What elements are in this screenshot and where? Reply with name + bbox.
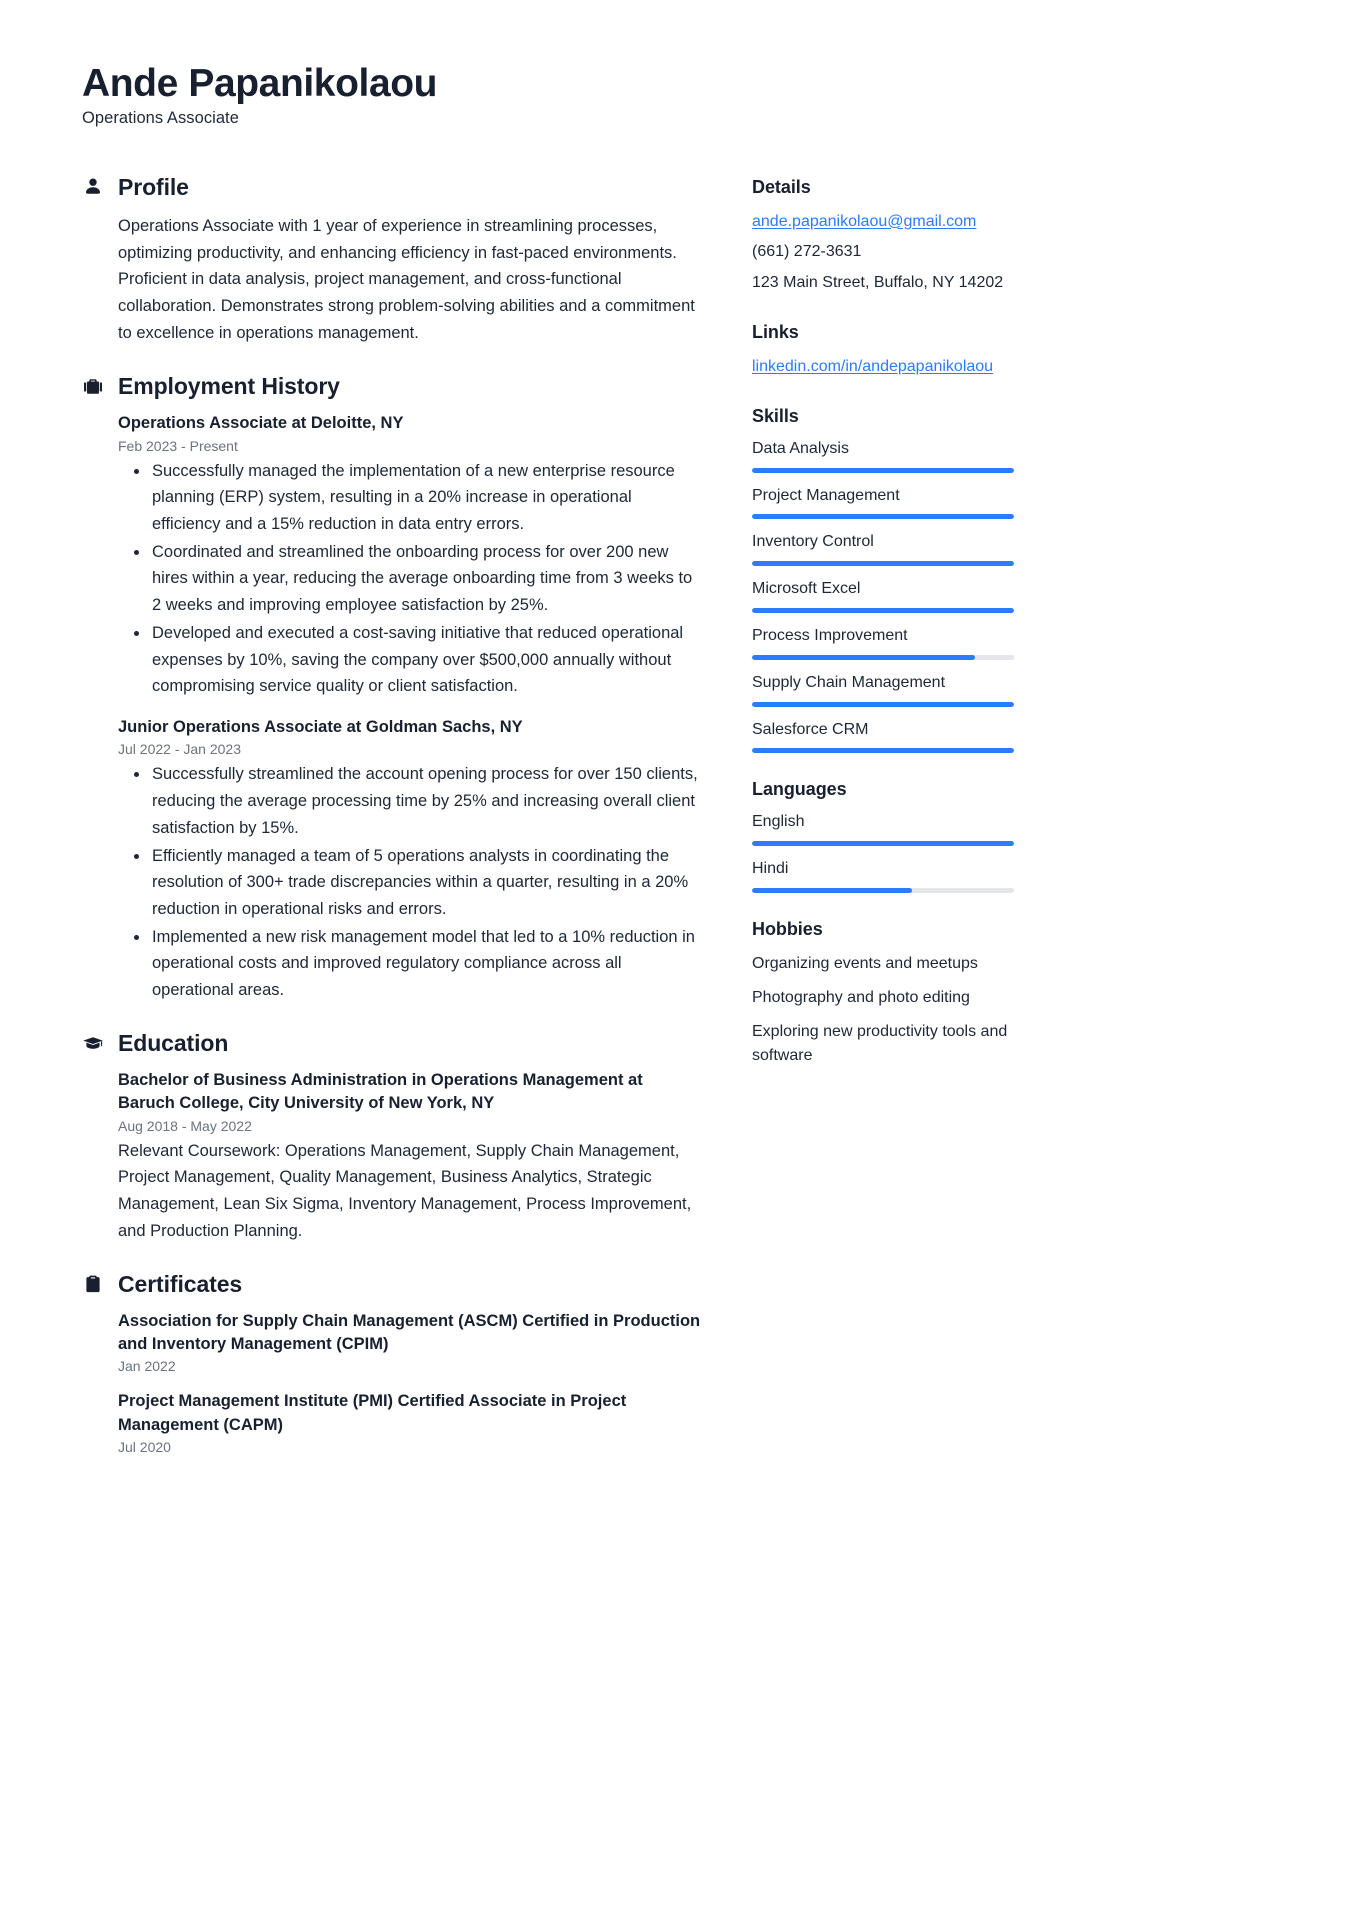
hobby-item: Exploring new productivity tools and software bbox=[752, 1023, 1008, 1065]
sidebar-block-skills bbox=[752, 406, 1044, 754]
employment-entry-title: Junior Operations Associate at Goldman Sachs, NY bbox=[118, 718, 523, 737]
section-profile-header bbox=[82, 174, 702, 201]
sidebar-title-hobbies: Hobbies bbox=[752, 919, 823, 940]
resume-header bbox=[82, 62, 1284, 128]
section-title-employment: Employment History bbox=[118, 373, 340, 400]
employment-entry-date: Feb 2023 - Present bbox=[118, 437, 238, 454]
skill-label: Inventory Control bbox=[752, 533, 874, 551]
section-profile bbox=[82, 174, 702, 347]
language-label: Hindi bbox=[752, 860, 789, 878]
certificate-entry bbox=[118, 1390, 702, 1455]
section-education-header bbox=[82, 1030, 702, 1057]
language-progress-fill bbox=[752, 841, 1014, 846]
education-entry-description: Relevant Coursework: Operations Management, Supply Chain Management, Project Management, Quality Management, Business Analytics, Strategic Management, Lean Six Sigma, Inventory Management, Process Improvement, and Production Planning. bbox=[118, 1141, 692, 1240]
skill-progress-track bbox=[752, 655, 1014, 660]
main-column bbox=[82, 174, 702, 1482]
skill-label: Project Management bbox=[752, 486, 900, 504]
education-entry-title: Bachelor of Business Administration in Operations Management at Baruch College, City University of New York, NY bbox=[118, 1070, 643, 1113]
section-certificates-header bbox=[82, 1271, 702, 1298]
section-employment-header bbox=[82, 373, 702, 400]
hobby-item: Organizing events and meetups bbox=[752, 955, 978, 973]
skill-progress-track bbox=[752, 608, 1014, 613]
education-entry-date: Aug 2018 - May 2022 bbox=[118, 1117, 252, 1134]
sidebar-column bbox=[752, 174, 1044, 1094]
language-progress-fill bbox=[752, 888, 912, 893]
sidebar-block-hobbies bbox=[752, 919, 1044, 1068]
section-title-certificates: Certificates bbox=[118, 1270, 243, 1297]
skill-progress-fill bbox=[752, 748, 1014, 753]
skill-progress-fill bbox=[752, 561, 1014, 566]
skill-item bbox=[752, 720, 1044, 754]
employment-entry-date: Jul 2022 - Jan 2023 bbox=[118, 741, 241, 758]
skill-item bbox=[752, 439, 1044, 473]
skill-progress-fill bbox=[752, 702, 1014, 707]
sidebar-title-skills: Skills bbox=[752, 405, 799, 426]
certificate-entry bbox=[118, 1310, 702, 1375]
skill-item bbox=[752, 486, 1044, 520]
certificate-entry-title: Association for Supply Chain Management (ASCM) Certified in Production and Inventory Management (CPIM) bbox=[118, 1311, 701, 1354]
section-certificates-body bbox=[82, 1310, 702, 1456]
header-subtitle: Operations Associate bbox=[82, 108, 239, 127]
employment-entry bbox=[118, 412, 702, 700]
profile-summary: Operations Associate with 1 year of experience in streamlining processes, optimizing productivity, and enhancing efficiency in fast-paced environments. Proficient in data analysis, project management, and cross-functional collaboration. Demonstrates strong problem-solving abilities and a commitment to excellence in operations management. bbox=[118, 216, 695, 343]
skill-label: Data Analysis bbox=[752, 439, 849, 457]
section-education-body bbox=[82, 1069, 702, 1245]
skill-progress-track bbox=[752, 514, 1014, 519]
section-certificates bbox=[82, 1271, 702, 1456]
list-item: Coordinated and streamlined the onboarding process for over 200 new hires within a year, reducing the average onboarding time from 3 weeks to 2 weeks and improving employee satisfaction by 25%. bbox=[118, 539, 702, 619]
email-link[interactable]: ande.papanikolaou@gmail.com bbox=[752, 212, 977, 230]
skill-label: Supply Chain Management bbox=[752, 673, 946, 691]
skill-progress-fill bbox=[752, 608, 1014, 613]
section-title-education: Education bbox=[118, 1029, 229, 1056]
list-item: Implemented a new risk management model that led to a 10% reduction in operational costs and improved regulatory compliance across all operational areas. bbox=[118, 924, 702, 1004]
linkedin-link[interactable]: linkedin.com/in/andepapanikolaou bbox=[752, 358, 994, 376]
sidebar-title-languages: Languages bbox=[752, 779, 847, 800]
sidebar-block-links bbox=[752, 322, 1044, 380]
skill-progress-fill bbox=[752, 468, 1014, 473]
list-item: Successfully streamlined the account opening process for over 150 clients, reducing the average processing time by 25% and increasing overall client satisfaction by 15%. bbox=[118, 761, 702, 841]
list-item: Successfully managed the implementation of a new enterprise resource planning (ERP) system, resulting in a 20% increase in operational efficiency and a 15% reduction in data entry errors. bbox=[118, 458, 702, 538]
sidebar-block-details bbox=[752, 177, 1044, 296]
skill-progress-track bbox=[752, 468, 1014, 473]
education-entry bbox=[118, 1069, 702, 1245]
section-employment bbox=[82, 373, 702, 1004]
certificate-entry-date: Jan 2022 bbox=[118, 1358, 176, 1375]
person-icon bbox=[82, 176, 104, 198]
skill-label: Salesforce CRM bbox=[752, 720, 869, 738]
certificate-entry-title: Project Management Institute (PMI) Certified Associate in Project Management (CAPM) bbox=[118, 1392, 627, 1434]
phone-number: (661) 272-3631 bbox=[752, 243, 862, 261]
skill-progress-track bbox=[752, 561, 1014, 566]
sidebar-block-languages bbox=[752, 779, 1044, 893]
skill-progress-track bbox=[752, 748, 1014, 753]
section-title-profile: Profile bbox=[118, 173, 189, 200]
briefcase-icon bbox=[82, 376, 104, 398]
employment-entry-bullets bbox=[118, 458, 702, 700]
sidebar-title-details: Details bbox=[752, 176, 811, 197]
skill-item bbox=[752, 626, 1044, 660]
skill-label: Microsoft Excel bbox=[752, 580, 861, 598]
list-item: Developed and executed a cost-saving initiative that reduced operational expenses by 10%, saving the company over $500,000 annually without compromising service quality or client satisfaction. bbox=[118, 620, 702, 700]
skill-progress-fill bbox=[752, 655, 975, 660]
skill-label: Process Improvement bbox=[752, 627, 908, 645]
section-profile-body bbox=[82, 213, 702, 347]
employment-entry bbox=[118, 716, 702, 1004]
graduation-cap-icon bbox=[82, 1032, 104, 1054]
skill-item bbox=[752, 532, 1044, 566]
employment-entry-bullets bbox=[118, 761, 702, 1003]
certificate-entry-date: Jul 2020 bbox=[118, 1439, 171, 1456]
employment-entry-title: Operations Associate at Deloitte, NY bbox=[118, 414, 404, 433]
section-education bbox=[82, 1030, 702, 1245]
address-line: 123 Main Street, Buffalo, NY 14202 bbox=[752, 274, 1004, 292]
language-item bbox=[752, 812, 1044, 846]
language-label: English bbox=[752, 813, 805, 831]
hobby-item: Photography and photo editing bbox=[752, 989, 970, 1007]
skill-item bbox=[752, 673, 1044, 707]
sidebar-title-links: Links bbox=[752, 322, 799, 343]
language-progress-track bbox=[752, 888, 1014, 893]
language-progress-track bbox=[752, 841, 1014, 846]
language-item bbox=[752, 859, 1044, 893]
list-item: Efficiently managed a team of 5 operations analysts in coordinating the resolution of 300+ trade discrepancies within a quarter, resulting in a 20% reduction in operational risks and errors. bbox=[118, 843, 702, 923]
page-title: Ande Papanikolaou bbox=[82, 62, 438, 105]
skill-progress-fill bbox=[752, 514, 1014, 519]
skill-progress-track bbox=[752, 702, 1014, 707]
skill-item bbox=[752, 579, 1044, 613]
section-employment-body bbox=[82, 412, 702, 1004]
resume-columns bbox=[82, 174, 1284, 1482]
certificate-icon bbox=[82, 1273, 104, 1295]
